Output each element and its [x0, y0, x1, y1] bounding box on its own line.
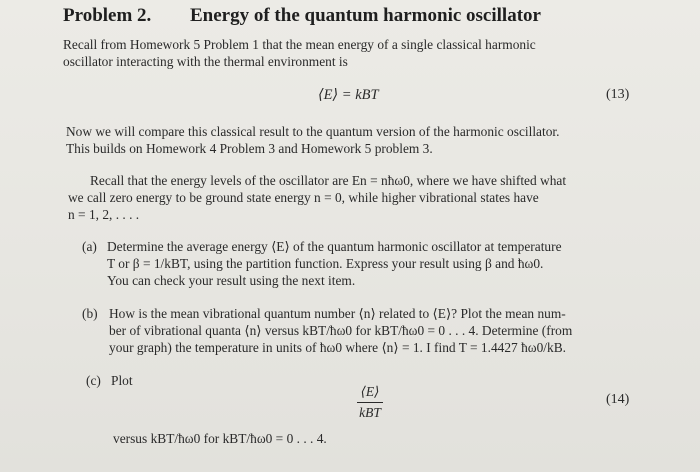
equation-13: ⟨E⟩ = kBT: [318, 87, 379, 103]
equation-14-number: (14): [606, 392, 630, 407]
equation-13-number: (13): [606, 87, 630, 102]
part-b-label: (b): [82, 306, 98, 321]
recall-line: Recall that the energy levels of the oscillator are En = nħω0, where we have shifted what: [90, 173, 567, 188]
part-b-line: How is the mean vibrational quantum number ⟨n⟩ related to ⟨E⟩? Plot the mean num-: [109, 306, 566, 321]
recall-line: we call zero energy to be ground state energy n = 0, while higher vibrational states have: [68, 190, 539, 205]
equation-14-fraction: [357, 384, 383, 421]
intro-line: Recall from Homework 5 Problem 1 that the mean energy of a single classical harmonic: [63, 37, 536, 52]
recall-line: n = 1, 2, . . . .: [68, 207, 140, 222]
compare-line: This builds on Homework 4 Problem 3 and Homework 5 problem 3.: [66, 141, 433, 156]
compare-line: Now we will compare this classical result to the quantum version of the harmonic oscillator.: [66, 124, 560, 139]
part-c-text: Plot: [111, 373, 133, 388]
problem-title: Energy of the quantum harmonic oscillator: [190, 5, 541, 26]
intro-line: oscillator interacting with the thermal environment is: [63, 54, 348, 69]
part-b-text: [109, 305, 572, 356]
fraction-denominator: kBT: [359, 405, 381, 420]
intro-paragraph: [63, 36, 536, 70]
fraction-numerator: ⟨E⟩: [360, 384, 380, 399]
part-c-versus: versus kBT/ħω0 for kBT/ħω0 = 0 . . . 4.: [113, 431, 327, 446]
problem-label: Problem 2.: [63, 5, 152, 26]
part-a-text: [107, 238, 562, 289]
part-b-line: ber of vibrational quanta ⟨n⟩ versus kBT/ħω0 for kBT/ħω0 = 0 . . . 4. Determine (from: [109, 323, 573, 338]
fraction-bar: [357, 402, 383, 403]
part-a-line: Determine the average energy ⟨E⟩ of the quantum harmonic oscillator at temperature: [107, 239, 562, 254]
part-b-line: your graph) the temperature in units of ħω0 where ⟨n⟩ = 1. I find T = 1.4427 ħω0/kB.: [109, 340, 566, 355]
part-a-line: You can check your result using the next item.: [107, 273, 356, 288]
recall-paragraph: [68, 172, 566, 223]
part-a-label: (a): [82, 239, 97, 254]
part-a-line: T or β = 1/kBT, using the partition function. Express your result using β and ħω0.: [107, 256, 544, 271]
part-c-label: (c): [86, 373, 101, 388]
compare-paragraph: [66, 123, 559, 157]
